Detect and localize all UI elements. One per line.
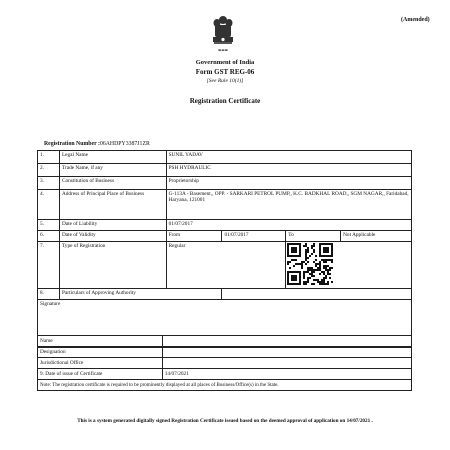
note-text: Note: The registration certificate is required to be prominently displayed at all places of Business/Office(s) in the State. (38, 380, 412, 391)
signature-box: Signature (38, 300, 412, 348)
table-row (38, 242, 412, 289)
table-row (38, 358, 412, 369)
footer-text: This is a system generated digitally signed Registration Certificate issued based on the deemed approval of application on 14/07/2021 . (77, 418, 373, 424)
address-value: G-113A - Basement,, OPP. - SARKARI PETROL PUMP,, K.C. BADKHAL ROAD,, SGM NAGAR,, Faridabad, Haryana, 121001 (166, 190, 411, 220)
table-row (38, 231, 412, 242)
issue-date-label: 9. Date of issue of Certificate (38, 369, 163, 380)
row-label: Legal Name (59, 151, 166, 164)
row-label: Date of Liability (59, 220, 166, 231)
row-label: Type of Registration (59, 242, 166, 289)
table-row (38, 151, 412, 164)
row-label: Trade Name, if any (59, 164, 166, 177)
row-number: 6. (38, 231, 60, 242)
rule-reference: [See Rule 10(1)] (206, 78, 244, 84)
row-number: 2. (38, 164, 60, 177)
issue-date-value: 14/07/2021 (162, 369, 411, 380)
designation-label: Designation (38, 347, 163, 358)
national-emblem-icon (207, 14, 239, 54)
legal-name-value: SUNIL YADAV (166, 151, 411, 164)
row-number: 5. (38, 220, 60, 231)
row-number: 7. (38, 242, 60, 289)
registration-number-value: 06AHDPY3387J1ZR (99, 141, 150, 147)
row-label: Particulars of Approving Authority (59, 289, 222, 300)
office-value (162, 358, 411, 369)
authority-table (37, 335, 412, 391)
row-number: 4. (38, 190, 60, 220)
table-row (38, 220, 412, 231)
table-row (38, 336, 412, 347)
qr-code-icon (287, 243, 333, 285)
amended-label: (Amended) (401, 17, 430, 23)
validity-to-value: Not Applicable (341, 231, 412, 242)
validity-to-label: To (286, 231, 341, 242)
approving-authority-value (222, 289, 412, 300)
row-number: 8. (38, 289, 60, 300)
table-row (38, 347, 412, 358)
constitution-value: Proprietorship (166, 177, 411, 190)
registration-number-label: Registration Number : (44, 141, 100, 147)
table-row (38, 380, 412, 391)
name-label: Name (38, 336, 163, 347)
liability-date-value: 01/07/2017 (166, 220, 411, 231)
certificate-table (37, 150, 412, 348)
name-value (162, 336, 411, 347)
row-label: Date of Validity (59, 231, 166, 242)
table-row (38, 369, 412, 380)
table-row (38, 289, 412, 300)
validity-from-label: From (166, 231, 222, 242)
table-row (38, 177, 412, 190)
validity-from-value: 01/07/2017 (222, 231, 286, 242)
registration-type-value: Regular (166, 242, 286, 289)
row-number: 3. (38, 177, 60, 190)
trade-name-value: PSH HYDRAULIC (166, 164, 411, 177)
table-row (38, 190, 412, 220)
row-label: Constitution of Business (59, 177, 166, 190)
row-number: 1. (38, 151, 60, 164)
certificate-title: Registration Certificate (189, 97, 261, 105)
qr-cell (286, 242, 412, 289)
registration-number (44, 141, 150, 147)
government-heading: Government of India (195, 59, 255, 66)
row-label: Address of Principal Place of Business (59, 190, 166, 220)
svg-text:▬▬▬: ▬▬▬ (218, 48, 228, 52)
form-heading: Form GST REG-06 (195, 68, 255, 76)
table-row (38, 164, 412, 177)
designation-value (162, 347, 411, 358)
office-label: Jurisdictional Office (38, 358, 163, 369)
